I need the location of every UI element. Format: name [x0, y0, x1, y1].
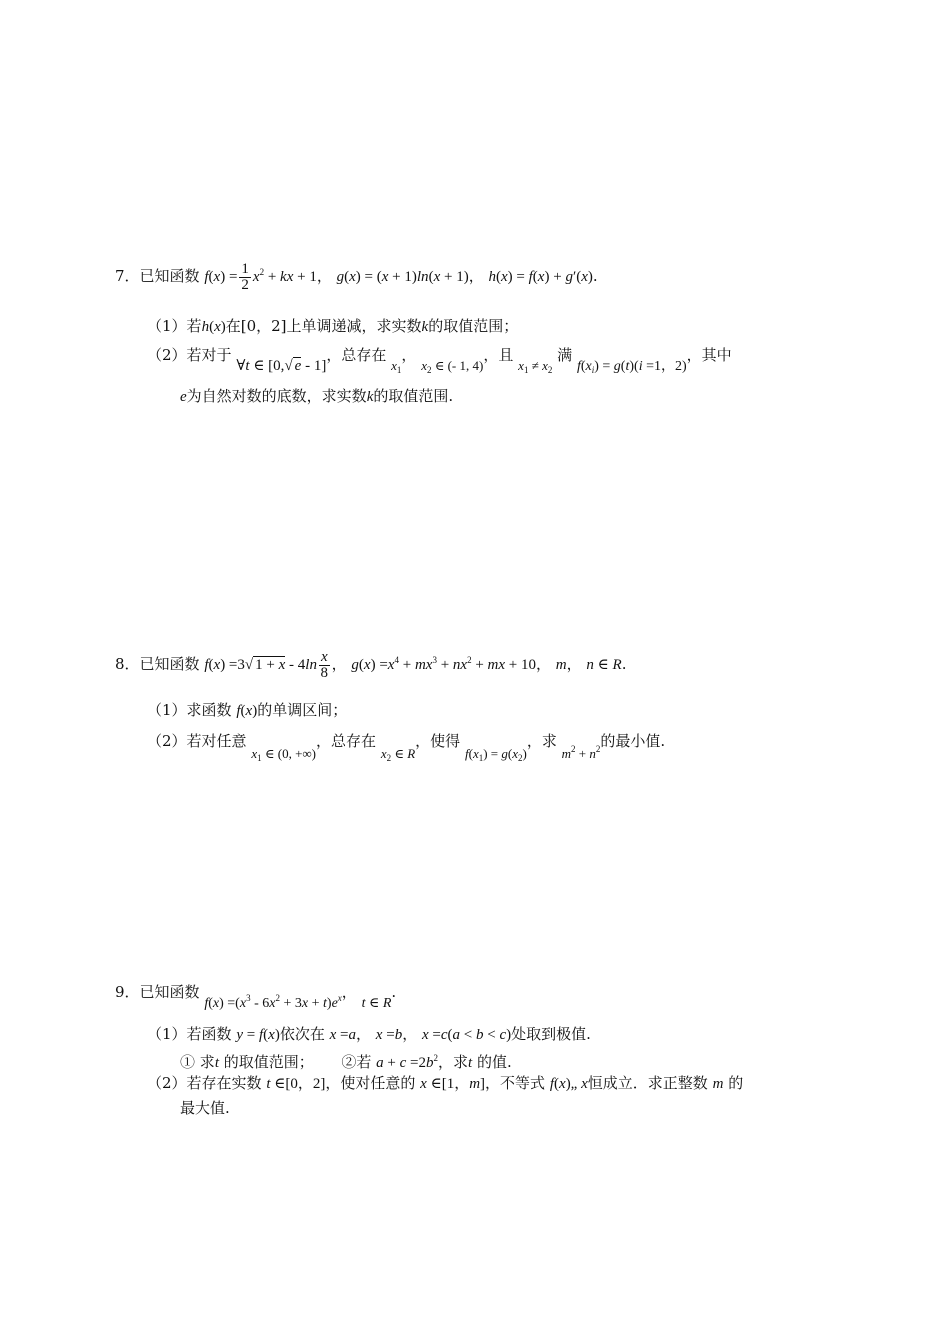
part-text: 的取值范围；	[223, 1053, 314, 1071]
part-text: 的取值范围；	[428, 317, 519, 335]
formula-h: h(x) = f(x) + g′(x)	[488, 269, 593, 285]
part-text: 处取到极值.	[511, 1025, 591, 1043]
part-text: ，其中	[686, 346, 732, 364]
part-label: （2）	[147, 346, 187, 364]
formula-x1-range: $x_1$ ∈ (0, +∞)	[251, 746, 317, 763]
part-text: 的最小值.	[600, 732, 666, 750]
formula-x-interval: x ∈[1，m]	[420, 1076, 486, 1092]
formula-f: f(x) =3√ 1 + x - 4ln $\frac{x}{8}$	[204, 649, 329, 682]
part-text: 若存在实数	[186, 1074, 262, 1092]
sub-label: ①	[180, 1053, 196, 1071]
formula-t-interval: t ∈[0，2]	[266, 1076, 326, 1092]
var-k: k	[366, 389, 374, 405]
part-text: 若函数	[186, 1025, 232, 1043]
problem-7-part-1	[147, 316, 518, 337]
formula-x-c: x =c(a < b < c)	[421, 1027, 512, 1043]
problem-9-stem: 9．已知函数 $f(x) =(x^3 - 6x^2 + 3x + t)e^x$， t ∈ R.	[115, 983, 397, 1011]
var-m: m	[712, 1076, 724, 1092]
part-text: 的单调区间；	[257, 701, 348, 719]
var-t: t	[214, 1055, 219, 1071]
formula-fx-le-x: f(x)„ x	[549, 1076, 588, 1092]
part-text: ，使得	[415, 732, 461, 750]
problem-number: 9．	[115, 983, 140, 1001]
stem-lead: 已知函数	[139, 983, 200, 1001]
problem-7-stem: 7．已知函数 f(x) = $\frac{1}{2}$ $x^2$ + kx + 1， g(x) = (x + 1)ln(x + 1)， h(x) = f(x) + g′(x).	[115, 261, 598, 294]
part-text: 若	[356, 1053, 372, 1071]
formula-f: $f(x) =(x^3 - 6x^2 + 3x + t)e^x$	[204, 993, 342, 1011]
part-text: 若	[186, 317, 202, 335]
formula-g: g(x) = (x + 1)ln(x + 1)	[336, 269, 469, 285]
stem-lead: 已知函数	[139, 267, 200, 285]
formula-fx: f(x)	[236, 703, 258, 719]
problem-7-part-2: （2）若对于 ∀t ∈ [0,√ e - 1]，总存在 $x_1$， $x_2$ ∈ (- 1, 4)，且 $x_1 \ne x_2$ 满 $f(x_i) = g(t)(i =1$，2)，其中	[147, 346, 732, 375]
formula-x1-ne-x2: $x_1 \ne x_2$	[518, 358, 553, 375]
part-text: 依次在	[279, 1025, 325, 1043]
problem-number: 8．	[115, 655, 140, 673]
formula-y-fx: y = f(x)	[236, 1027, 280, 1043]
part-text: 的值.	[476, 1053, 512, 1071]
part-label: （1）	[147, 317, 187, 335]
problem-8-part-1	[147, 700, 347, 721]
part-text: ，求	[526, 732, 557, 750]
problem-8-part-2	[147, 727, 666, 763]
problem-9-part-1: （1）若函数 y = f(x)依次在 x =a， x =b， x =c(a < b < c)处取到极值.	[147, 1025, 591, 1043]
part-text: 求函数	[186, 701, 232, 719]
part-text: 的取值范围.	[373, 387, 454, 405]
formula-x-b: x =b	[375, 1027, 403, 1043]
part-text: 满	[557, 346, 573, 364]
formula-x2-range: $x_2$ ∈ (- 1, 4)	[421, 358, 484, 375]
part-text: 最大值.	[180, 1099, 230, 1117]
var-e: e	[180, 389, 187, 405]
formula-fx1-gx2: $f(x_1) = g(x_2)$	[464, 746, 527, 763]
formula-x1: $x_1$	[391, 358, 402, 375]
formula-t-in-r: t ∈ R	[361, 996, 392, 1011]
part-text: ，总存在	[326, 346, 387, 364]
part-text: ，使对任意的	[325, 1074, 416, 1092]
sub-label: ②	[341, 1053, 357, 1071]
part-label: （1）	[147, 701, 187, 719]
formula-t-range: ∀t ∈ [0,√ e - 1]	[236, 358, 327, 374]
formula-g: $g(x) =x^4 + mx^3 + nx^2$ + mx + 10	[351, 655, 537, 673]
stem-lead: 已知函数	[139, 655, 200, 673]
part-text: ，且	[483, 346, 514, 364]
problem-9-part-2	[147, 1073, 743, 1094]
problem-9-part-1-subs	[180, 1048, 512, 1073]
part-label: （1）	[147, 1025, 187, 1043]
problem-7-part-2-cont	[180, 386, 453, 407]
part-label: （2）	[147, 732, 187, 750]
formula-a-c-2b2: $a + c =2b^2$	[376, 1053, 439, 1071]
part-label: （2）	[147, 1074, 187, 1092]
problem-8-stem: 8．已知函数 f(x) =3√ 1 + x - 4ln $\frac{x}{8}$ ， $g(x) =x^4 + mx^3 + nx^2$ + mx + 10， m， n ∈ R.	[115, 649, 627, 682]
formula-n-in-r: n ∈ R	[586, 657, 622, 673]
part-text: 若对任意	[186, 732, 247, 750]
formula-fxi-gt: $f(x_i) = g(t)(i =1$，2)	[576, 359, 687, 375]
formula-m2-n2: $m^2 + n^2$	[561, 744, 601, 761]
part-text: 的	[728, 1074, 744, 1092]
part-text: 在[0，2]上单调递减，求实数	[225, 317, 422, 335]
formula-x2-in-r: $x_2$ ∈ R	[380, 746, 416, 763]
problem-number: 7．	[115, 267, 140, 285]
problem-9-part-2-cont	[180, 1098, 230, 1118]
part-text: ，求	[438, 1053, 469, 1071]
part-text: 恒成立．求正整数	[587, 1074, 708, 1092]
var-k: k	[421, 319, 429, 335]
part-text: ，总存在	[316, 732, 377, 750]
formula-hx: h(x)	[201, 319, 226, 335]
part-text: 求	[199, 1053, 215, 1071]
part-text: 若对于	[186, 346, 232, 364]
part-text: ，不等式	[485, 1074, 546, 1092]
var-t: t	[468, 1055, 473, 1071]
formula-f: f(x) = $\frac{1}{2}$ $x^2$ + kx + 1	[204, 261, 317, 294]
part-text: 为自然对数的底数，求实数	[186, 387, 367, 405]
formula-x-a: x =a	[329, 1027, 357, 1043]
var-m: m	[555, 657, 567, 673]
